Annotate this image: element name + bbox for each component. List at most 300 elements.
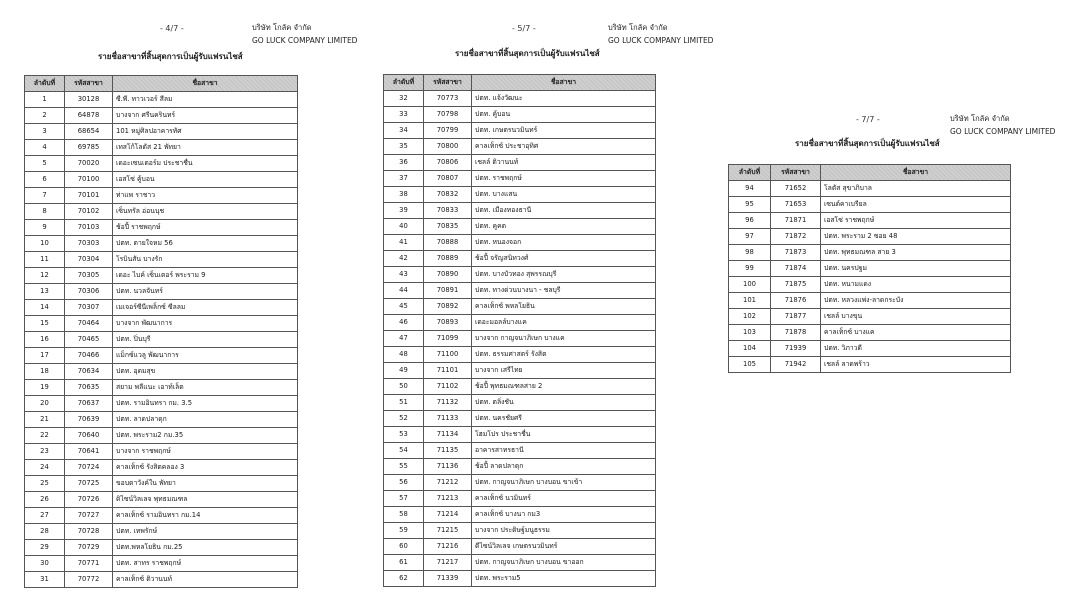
seq-cell: 61 — [384, 555, 424, 571]
seq-cell: 40 — [384, 219, 424, 235]
table-row — [384, 155, 656, 171]
seq-cell: 97 — [729, 229, 771, 245]
table-row — [25, 508, 298, 524]
seq-cell: 42 — [384, 251, 424, 267]
table-row — [384, 523, 656, 539]
branch-name-cell: ขอบตาวังค์ใน พัทยา — [113, 476, 298, 492]
seq-cell: 30 — [25, 556, 65, 572]
table-header-row — [729, 165, 1011, 181]
branch-table — [728, 164, 1011, 373]
branch-name-cell: ปตท. หลวงแพ่ง-ลาดกระบัง — [821, 293, 1011, 309]
branch-code-cell: 70889 — [424, 251, 472, 267]
branch-name-cell: ปตท. เทพรักษ์ — [113, 524, 298, 540]
branch-name-cell: เอสโซ่ คู้บอน — [113, 172, 298, 188]
table-row — [384, 571, 656, 587]
seq-cell: 21 — [25, 412, 65, 428]
branch-code-cell: 70799 — [424, 123, 472, 139]
branch-code-cell: 71339 — [424, 571, 472, 587]
seq-cell: 43 — [384, 267, 424, 283]
seq-cell: 13 — [25, 284, 65, 300]
seq-cell: 1 — [25, 92, 65, 108]
seq-cell: 99 — [729, 261, 771, 277]
table-row — [25, 172, 298, 188]
branch-name-cell: เซนต์คาเบรียล — [821, 197, 1011, 213]
table-row — [729, 277, 1011, 293]
branch-name-cell: อาคารสาทรธานี — [472, 443, 656, 459]
branch-code-cell: 70729 — [65, 540, 113, 556]
branch-name-cell: แม็กซ์แวลู พัฒนาการ — [113, 348, 298, 364]
branch-code-cell: 30128 — [65, 92, 113, 108]
branch-name-cell: เชลล์ ลาดพร้าว — [821, 357, 1011, 373]
branch-code-cell: 71871 — [771, 213, 821, 229]
seq-cell: 100 — [729, 277, 771, 293]
branch-name-cell: เดอะมอลล์บางแค — [472, 315, 656, 331]
table-row — [384, 251, 656, 267]
branch-name-cell: เทสโก้โลตัส 21 พัทยา — [113, 140, 298, 156]
header-seq: ลำดับที่ — [729, 165, 771, 181]
header-seq: ลำดับที่ — [25, 76, 65, 92]
table-row — [25, 492, 298, 508]
branch-code-cell: 71875 — [771, 277, 821, 293]
branch-code-cell: 71135 — [424, 443, 472, 459]
branch-name-cell: ปตท. อุดมสุข — [113, 364, 298, 380]
branch-name-cell: เมเจอร์ซีนีเพล็กซ์ ซีลลม — [113, 300, 298, 316]
branch-code-cell: 71876 — [771, 293, 821, 309]
branch-name-cell: ปตท. รามอินทรา กม. 3.5 — [113, 396, 298, 412]
table-row — [729, 325, 1011, 341]
branch-code-cell: 70771 — [65, 556, 113, 572]
branch-name-cell: ปตท. ราชพฤกษ์ — [472, 171, 656, 187]
table-row — [25, 124, 298, 140]
table-row — [25, 572, 298, 588]
branch-name-cell: คาลเท็กซ์ บางนา กม3 — [472, 507, 656, 523]
company-name-en: GO LUCK COMPANY LIMITED — [950, 126, 1056, 136]
branch-code-cell: 71102 — [424, 379, 472, 395]
table-row — [384, 107, 656, 123]
branch-name-cell: ปตท. ทางด่วนบางนา - ชลบุรี — [472, 283, 656, 299]
seq-cell: 10 — [25, 236, 65, 252]
branch-code-cell: 64878 — [65, 108, 113, 124]
branch-code-cell: 70306 — [65, 284, 113, 300]
table-row — [729, 213, 1011, 229]
branch-name-cell: ปตท. คูคต — [472, 219, 656, 235]
seq-cell: 9 — [25, 220, 65, 236]
seq-cell: 94 — [729, 181, 771, 197]
branch-code-cell: 70304 — [65, 252, 113, 268]
branch-code-cell: 70637 — [65, 396, 113, 412]
table-row — [729, 357, 1011, 373]
branch-code-cell: 71652 — [771, 181, 821, 197]
branch-name-cell: คาลเท็กซ์ พหลโยธิน — [472, 299, 656, 315]
table-row — [384, 187, 656, 203]
branch-name-cell: คาลเท็กซ์ นวมินทร์ — [472, 491, 656, 507]
branch-name-cell: ดีไซน์วิลเลจ เกษตรนวมินทร์ — [472, 539, 656, 555]
branch-code-cell: 70641 — [65, 444, 113, 460]
branch-table — [24, 75, 298, 588]
header-name: ชื่อสาขา — [472, 75, 656, 91]
branch-code-cell: 70724 — [65, 460, 113, 476]
header-code: รหัสสาขา — [424, 75, 472, 91]
seq-cell: 6 — [25, 172, 65, 188]
branch-name-cell: เชลล์ บางขุน — [821, 309, 1011, 325]
branch-name-cell: คาลเท็กซ์ รามอินทรา กม.14 — [113, 508, 298, 524]
branch-code-cell: 71100 — [424, 347, 472, 363]
branch-name-cell: ปตท. นวลจันทร์ — [113, 284, 298, 300]
branch-code-cell: 70100 — [65, 172, 113, 188]
table-row — [25, 540, 298, 556]
branch-code-cell: 70890 — [424, 267, 472, 283]
branch-code-cell: 70307 — [65, 300, 113, 316]
branch-name-cell: ปตท. หนามแดง — [821, 277, 1011, 293]
seq-cell: 7 — [25, 188, 65, 204]
seq-cell: 25 — [25, 476, 65, 492]
list-title: รายชื่อสาขาที่สิ้นสุดการเป็นผู้รับแฟรนไชส์ — [795, 139, 940, 148]
table-row — [25, 556, 298, 572]
table-row — [25, 476, 298, 492]
branch-code-cell: 71132 — [424, 395, 472, 411]
header-name: ชื่อสาขา — [113, 76, 298, 92]
table-row — [384, 267, 656, 283]
branch-code-cell: 70464 — [65, 316, 113, 332]
table-row — [25, 156, 298, 172]
table-row — [384, 539, 656, 555]
branch-name-cell: บางจาก พัฒนาการ — [113, 316, 298, 332]
seq-cell: 31 — [25, 572, 65, 588]
table-row — [384, 235, 656, 251]
table-header-row — [384, 75, 656, 91]
company-name-th: บริษัท โกลัค จำกัด — [608, 23, 668, 32]
branch-code-cell: 70893 — [424, 315, 472, 331]
seq-cell: 96 — [729, 213, 771, 229]
branch-code-cell: 70727 — [65, 508, 113, 524]
branch-name-cell: ปตท. พระราม 2 ซอย 48 — [821, 229, 1011, 245]
table-row — [25, 140, 298, 156]
branch-name-cell: บางจาก ศรีนครินทร์ — [113, 108, 298, 124]
table-row — [384, 491, 656, 507]
branch-name-cell: ซี.พี. ทาวเวอร์ สีลม — [113, 92, 298, 108]
table-row — [25, 332, 298, 348]
branch-code-cell: 70892 — [424, 299, 472, 315]
company-name-th: บริษัท โกลัค จำกัด — [950, 114, 1010, 123]
page-number: - 5/7 - — [512, 24, 536, 33]
header-seq: ลำดับที่ — [384, 75, 424, 91]
branch-name-cell: ปตท. คู้บอน — [472, 107, 656, 123]
header-code: รหัสสาขา — [771, 165, 821, 181]
table-header-row — [25, 76, 298, 92]
seq-cell: 8 — [25, 204, 65, 220]
branch-name-cell: เดอะเซนเตอร์ม ประชาชื่น — [113, 156, 298, 172]
table-row — [25, 364, 298, 380]
branch-code-cell: 71942 — [771, 357, 821, 373]
table-row — [25, 284, 298, 300]
seq-cell: 35 — [384, 139, 424, 155]
branch-code-cell: 71133 — [424, 411, 472, 427]
branch-code-cell: 70466 — [65, 348, 113, 364]
seq-cell: 38 — [384, 187, 424, 203]
table-row — [384, 203, 656, 219]
branch-name-cell: ปตท. พระราม5 — [472, 571, 656, 587]
seq-cell: 52 — [384, 411, 424, 427]
branch-code-cell: 70835 — [424, 219, 472, 235]
list-title: รายชื่อสาขาที่สิ้นสุดการเป็นผู้รับแฟรนไชส์ — [98, 52, 243, 61]
branch-code-cell: 70891 — [424, 283, 472, 299]
table-row — [729, 293, 1011, 309]
seq-cell: 11 — [25, 252, 65, 268]
branch-name-cell: ปตท. บางแสน — [472, 187, 656, 203]
branch-code-cell: 70020 — [65, 156, 113, 172]
branch-name-cell: ปตท. ลาดปลาดุก — [113, 412, 298, 428]
table-row — [384, 507, 656, 523]
seq-cell: 33 — [384, 107, 424, 123]
page-number: - 7/7 - — [856, 115, 880, 124]
branch-name-cell: ปตท. ตายใจหม 56 — [113, 236, 298, 252]
branch-code-cell: 70305 — [65, 268, 113, 284]
table-row — [25, 428, 298, 444]
table-row — [384, 219, 656, 235]
table-row — [25, 316, 298, 332]
table-row — [25, 108, 298, 124]
branch-code-cell: 70639 — [65, 412, 113, 428]
seq-cell: 18 — [25, 364, 65, 380]
company-header — [608, 22, 713, 47]
branch-code-cell: 71136 — [424, 459, 472, 475]
branch-name-cell: ช้อปี้ ลาดปลาดุก — [472, 459, 656, 475]
seq-cell: 12 — [25, 268, 65, 284]
seq-cell: 3 — [25, 124, 65, 140]
table-row — [25, 444, 298, 460]
table-row — [384, 171, 656, 187]
table-row — [25, 300, 298, 316]
table-row — [384, 427, 656, 443]
branch-code-cell: 71878 — [771, 325, 821, 341]
seq-cell: 14 — [25, 300, 65, 316]
branch-code-cell: 71134 — [424, 427, 472, 443]
table-row — [384, 363, 656, 379]
table-row — [384, 299, 656, 315]
branch-code-cell: 70103 — [65, 220, 113, 236]
seq-cell: 47 — [384, 331, 424, 347]
branch-name-cell: ปตท. วิภาวดี — [821, 341, 1011, 357]
seq-cell: 44 — [384, 283, 424, 299]
seq-cell: 105 — [729, 357, 771, 373]
branch-code-cell: 70465 — [65, 332, 113, 348]
table-row — [25, 412, 298, 428]
seq-cell: 98 — [729, 245, 771, 261]
company-header — [950, 113, 1055, 138]
seq-cell: 23 — [25, 444, 65, 460]
branch-code-cell: 71212 — [424, 475, 472, 491]
branch-name-cell: คาลเท็กซ์ ประชาอุทิศ — [472, 139, 656, 155]
seq-cell: 59 — [384, 523, 424, 539]
seq-cell: 16 — [25, 332, 65, 348]
seq-cell: 58 — [384, 507, 424, 523]
branch-name-cell: ปตท.พหลโยธิน กม.25 — [113, 540, 298, 556]
seq-cell: 17 — [25, 348, 65, 364]
seq-cell: 49 — [384, 363, 424, 379]
table-row — [25, 380, 298, 396]
header-name: ชื่อสาขา — [821, 165, 1011, 181]
branch-code-cell: 70773 — [424, 91, 472, 107]
branch-name-cell: คาลเท็กซ์ บางแค — [821, 325, 1011, 341]
seq-cell: 5 — [25, 156, 65, 172]
seq-cell: 102 — [729, 309, 771, 325]
branch-table — [383, 74, 656, 587]
branch-code-cell: 71217 — [424, 555, 472, 571]
branch-code-cell: 70832 — [424, 187, 472, 203]
branch-name-cell: บางจาก ราชพฤกษ์ — [113, 444, 298, 460]
table-row — [25, 220, 298, 236]
branch-code-cell: 70102 — [65, 204, 113, 220]
header-code: รหัสสาขา — [65, 76, 113, 92]
table-row — [384, 475, 656, 491]
branch-name-cell: โฮมโปร ประชาชื่น — [472, 427, 656, 443]
branch-name-cell: ปตท. นครปฐม — [821, 261, 1011, 277]
branch-name-cell: ช้อปี้ จรัญสนิทวงศ์ — [472, 251, 656, 267]
branch-name-cell: บางจาก ประดิษฐ์มนูธรรม — [472, 523, 656, 539]
branch-code-cell: 68654 — [65, 124, 113, 140]
branch-code-cell: 71099 — [424, 331, 472, 347]
seq-cell: 26 — [25, 492, 65, 508]
branch-name-cell: ปตท. ปิ่นบุรี — [113, 332, 298, 348]
table-row — [729, 341, 1011, 357]
table-row — [729, 309, 1011, 325]
table-row — [25, 236, 298, 252]
branch-name-cell: เดอะ ไบค์ เซ็นเตอร์ พระราม 9 — [113, 268, 298, 284]
company-name-th: บริษัท โกลัค จำกัด — [252, 23, 312, 32]
branch-name-cell: 101 หมู่ศิลปอาคารทัศ — [113, 124, 298, 140]
branch-name-cell: ปตท. สาทร ราชพฤกษ์ — [113, 556, 298, 572]
branch-name-cell: ปตท. แจ้งวัฒนะ — [472, 91, 656, 107]
branch-name-cell: ปตท. พุทธมณฑล สาย 3 — [821, 245, 1011, 261]
table-row — [384, 91, 656, 107]
branch-name-cell: บางจาก เสรีไทย — [472, 363, 656, 379]
table-row — [384, 283, 656, 299]
seq-cell: 39 — [384, 203, 424, 219]
branch-name-cell: ปตท. หนองจอก — [472, 235, 656, 251]
branch-code-cell: 70101 — [65, 188, 113, 204]
branch-code-cell: 71213 — [424, 491, 472, 507]
seq-cell: 50 — [384, 379, 424, 395]
branch-code-cell: 70728 — [65, 524, 113, 540]
seq-cell: 37 — [384, 171, 424, 187]
branch-name-cell: ปตท. นครชัยศรี — [472, 411, 656, 427]
branch-code-cell: 71939 — [771, 341, 821, 357]
branch-code-cell: 70772 — [65, 572, 113, 588]
seq-cell: 19 — [25, 380, 65, 396]
branch-code-cell: 71653 — [771, 197, 821, 213]
seq-cell: 51 — [384, 395, 424, 411]
seq-cell: 60 — [384, 539, 424, 555]
branch-name-cell: โลตัส สุขาภิบาล — [821, 181, 1011, 197]
branch-name-cell: ท่าแพ ราชาว — [113, 188, 298, 204]
branch-name-cell: โรบินสัน บางรัก — [113, 252, 298, 268]
branch-code-cell: 69785 — [65, 140, 113, 156]
seq-cell: 34 — [384, 123, 424, 139]
seq-cell: 27 — [25, 508, 65, 524]
table-row — [729, 181, 1011, 197]
seq-cell: 55 — [384, 459, 424, 475]
branch-code-cell: 71101 — [424, 363, 472, 379]
company-name-en: GO LUCK COMPANY LIMITED — [252, 35, 358, 45]
table-row — [25, 268, 298, 284]
table-row — [25, 204, 298, 220]
seq-cell: 24 — [25, 460, 65, 476]
branch-code-cell: 70303 — [65, 236, 113, 252]
seq-cell: 48 — [384, 347, 424, 363]
seq-cell: 62 — [384, 571, 424, 587]
branch-code-cell: 71877 — [771, 309, 821, 325]
table-row — [25, 524, 298, 540]
seq-cell: 22 — [25, 428, 65, 444]
branch-code-cell: 71214 — [424, 507, 472, 523]
list-title: รายชื่อสาขาที่สิ้นสุดการเป็นผู้รับแฟรนไชส์ — [455, 49, 600, 58]
branch-code-cell: 71874 — [771, 261, 821, 277]
branch-name-cell: เซ็นทรัล อ่อนนุช — [113, 204, 298, 220]
table-row — [384, 459, 656, 475]
table-row — [25, 92, 298, 108]
branch-code-cell: 70806 — [424, 155, 472, 171]
branch-code-cell: 70888 — [424, 235, 472, 251]
branch-code-cell: 70833 — [424, 203, 472, 219]
branch-name-cell: บางจาก กาญจนาภิเษก บางแค — [472, 331, 656, 347]
table-row — [384, 379, 656, 395]
branch-name-cell: เชลล์ ติวานนท์ — [472, 155, 656, 171]
branch-name-cell: ดิไซน์วิลเลจ พุทธมณฑล — [113, 492, 298, 508]
table-row — [384, 555, 656, 571]
table-row — [729, 261, 1011, 277]
table-row — [384, 331, 656, 347]
table-row — [384, 411, 656, 427]
branch-name-cell: ปตท. พระราม2 กม.35 — [113, 428, 298, 444]
table-row — [384, 123, 656, 139]
seq-cell: 36 — [384, 155, 424, 171]
seq-cell: 54 — [384, 443, 424, 459]
seq-cell: 46 — [384, 315, 424, 331]
seq-cell: 15 — [25, 316, 65, 332]
branch-code-cell: 71872 — [771, 229, 821, 245]
table-row — [729, 197, 1011, 213]
company-header — [252, 22, 357, 47]
branch-name-cell: ปตท. ธรรมศาสตร์ รังสิต — [472, 347, 656, 363]
seq-cell: 28 — [25, 524, 65, 540]
branch-name-cell: สยาม พลีแนะ เอาท์เล็ต — [113, 380, 298, 396]
branch-code-cell: 70634 — [65, 364, 113, 380]
seq-cell: 53 — [384, 427, 424, 443]
table-row — [729, 245, 1011, 261]
branch-code-cell: 71216 — [424, 539, 472, 555]
branch-name-cell: ปตท. กาญจนาภิเษก บางบอน ขาเข้า — [472, 475, 656, 491]
seq-cell: 104 — [729, 341, 771, 357]
branch-code-cell: 70800 — [424, 139, 472, 155]
table-row — [384, 347, 656, 363]
branch-name-cell: ปตท. กาญจนาภิเษก บางบอน ขาออก — [472, 555, 656, 571]
branch-name-cell: ปตท. เกษตรนวมินทร์ — [472, 123, 656, 139]
branch-code-cell: 70798 — [424, 107, 472, 123]
branch-name-cell: ช้อปี้ พุทธมณฑลสาย 2 — [472, 379, 656, 395]
table-row — [25, 460, 298, 476]
table-row — [384, 443, 656, 459]
table-row — [25, 188, 298, 204]
branch-name-cell: ปตท. บางบัวทอง สุพรรณบุรี — [472, 267, 656, 283]
branch-name-cell: ช้อปี้ ราชพฤกษ์ — [113, 220, 298, 236]
branch-code-cell: 70726 — [65, 492, 113, 508]
table-row — [729, 229, 1011, 245]
seq-cell: 32 — [384, 91, 424, 107]
seq-cell: 101 — [729, 293, 771, 309]
branch-name-cell: ปตท. ตลิ่งชัน — [472, 395, 656, 411]
company-name-en: GO LUCK COMPANY LIMITED — [608, 35, 714, 45]
table-row — [25, 396, 298, 412]
